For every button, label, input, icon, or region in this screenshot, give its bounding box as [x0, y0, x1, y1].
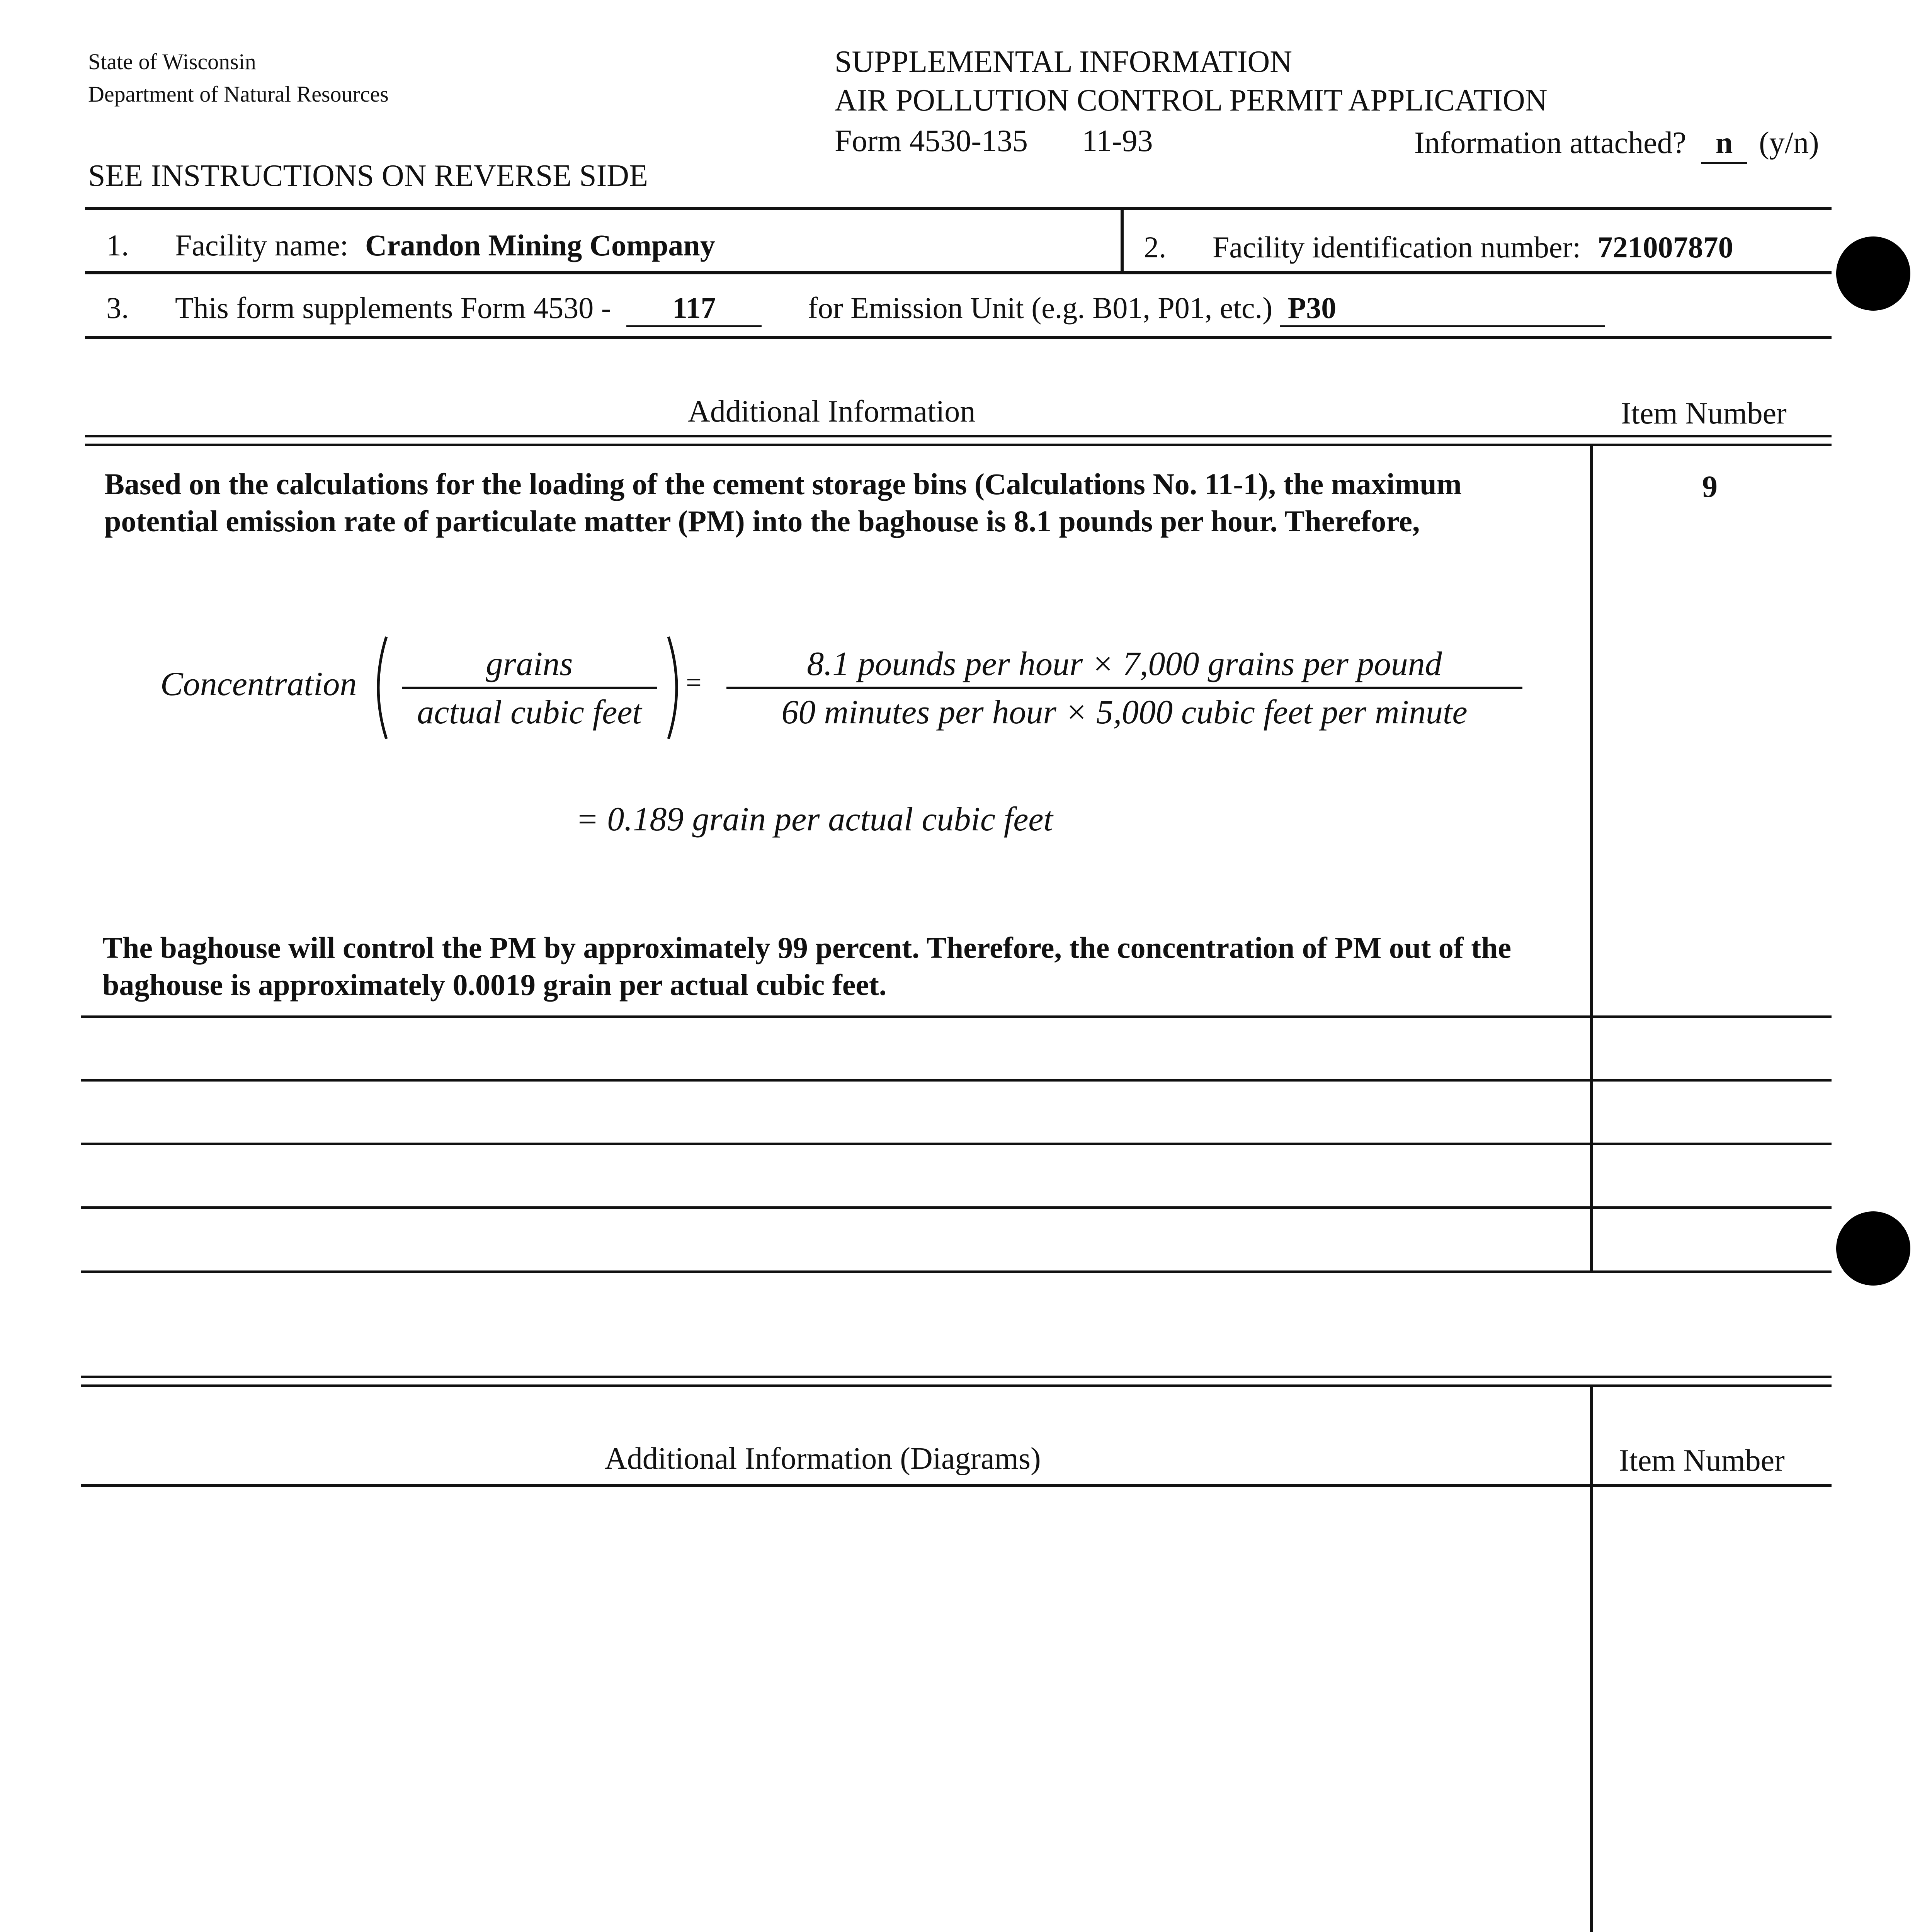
state-name: State of Wisconsin	[88, 49, 256, 74]
facility-id-number: 2.	[1144, 230, 1167, 264]
double-rule	[85, 444, 1832, 446]
blank-row-rule	[81, 1079, 1832, 1082]
equation-result: = 0.189 grain per actual cubic feet	[576, 801, 1053, 838]
rule	[81, 1484, 1832, 1487]
equation-rhs-fraction	[726, 645, 1522, 732]
form-date: 11-93	[1082, 124, 1153, 158]
double-rule	[81, 1376, 1832, 1378]
supplement-row	[106, 291, 1605, 327]
calculation-paragraph: Based on the calculations for the loading of the cement storage bins (Calculations No. 11-1), the maximum potential emission rate of particulate matter (PM) into the baghouse is 8.1 pounds per hour. Therefore,	[104, 467, 1462, 538]
facility-id-label: Facility identification number:	[1213, 230, 1581, 264]
item-number-value: 9	[1702, 470, 1718, 504]
department-name: Department of Natural Resources	[88, 82, 389, 107]
form-title-line2: AIR POLLUTION CONTROL PERMIT APPLICATION	[835, 83, 1548, 117]
double-rule	[81, 1384, 1832, 1387]
supplement-number: 3.	[106, 291, 129, 325]
facility-name-row	[106, 228, 715, 263]
supplement-form-value[interactable]: 117	[626, 291, 762, 327]
diagrams-item-number-heading: Item Number	[1619, 1444, 1785, 1478]
rule	[85, 271, 1832, 274]
equation-rhs-denominator: 60 minutes per hour × 5,000 cubic feet per minute	[781, 694, 1468, 731]
equation-lhs-denominator: actual cubic feet	[417, 694, 642, 731]
form-title-line1: SUPPLEMENTAL INFORMATION	[835, 45, 1293, 79]
form-number: Form 4530-135	[835, 124, 1028, 158]
facility-id-value[interactable]: 721007870	[1597, 230, 1733, 264]
rule	[85, 336, 1832, 339]
diagrams-heading: Additional Information (Diagrams)	[605, 1442, 1041, 1476]
right-paren-icon	[665, 634, 688, 742]
equation-lhs-fraction	[394, 645, 665, 732]
double-rule	[85, 435, 1832, 437]
equation-rhs-numerator: 8.1 pounds per hour × 7,000 grains per pound	[726, 645, 1522, 689]
facility-name-label: Facility name:	[175, 228, 349, 262]
facility-id-row	[1144, 230, 1733, 265]
column-divider	[1590, 1387, 1593, 1932]
supplement-label: This form supplements Form 4530 -	[175, 291, 611, 325]
emission-unit-label: for Emission Unit (e.g. B01, P01, etc.)	[808, 291, 1273, 325]
left-paren-icon	[367, 634, 390, 742]
rule	[85, 207, 1832, 210]
diagrams-area	[81, 1488, 1588, 1932]
punch-hole-top	[1836, 236, 1910, 311]
blank-row-rule	[81, 1015, 1832, 1018]
item-number-heading: Item Number	[1621, 396, 1787, 430]
facility-name-value[interactable]: Crandon Mining Company	[365, 228, 715, 262]
blank-row-rule	[81, 1206, 1832, 1209]
blank-row-rule	[81, 1270, 1832, 1273]
equation-lhs-label: Concentration	[160, 665, 357, 703]
control-paragraph: The baghouse will control the PM by approximately 99 percent. Therefore, the concentration of PM out of the baghouse is approximately 0.0019 grain per actual cubic feet.	[102, 931, 1512, 1002]
punch-hole-middle	[1836, 1211, 1910, 1286]
agency-block	[88, 46, 389, 111]
additional-info-heading: Additional Information	[688, 395, 976, 429]
facility-name-number: 1.	[106, 228, 129, 262]
equation-equals: =	[686, 667, 702, 698]
form-title-block	[835, 43, 1548, 120]
instructions-note: SEE INSTRUCTIONS ON REVERSE SIDE	[88, 159, 648, 193]
column-divider	[1590, 446, 1593, 1273]
info-attached-label: Information attached?	[1414, 126, 1687, 160]
info-attached	[1414, 124, 1819, 164]
info-attached-options: (y/n)	[1759, 126, 1819, 160]
blank-row-rule	[81, 1143, 1832, 1145]
equation-lhs-numerator: grains	[402, 645, 657, 689]
emission-unit-value[interactable]: P30	[1280, 291, 1605, 327]
rule	[1121, 208, 1124, 273]
info-attached-value[interactable]: n	[1701, 124, 1747, 164]
